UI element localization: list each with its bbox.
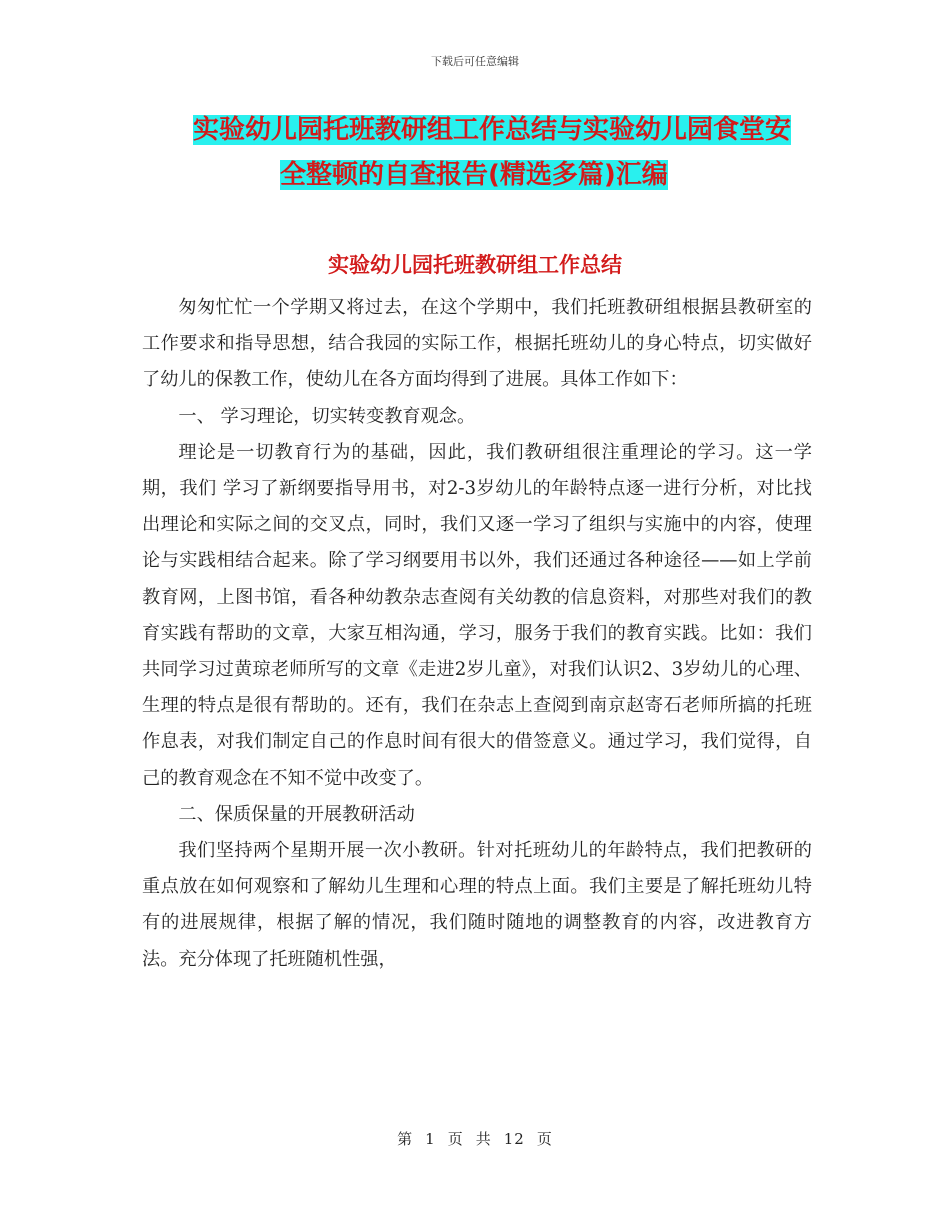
footer-total-prefix: 共 bbox=[475, 1130, 492, 1148]
header-note: 下载后可任意编辑 bbox=[431, 55, 519, 68]
footer-suffix: 页 bbox=[536, 1130, 553, 1148]
section-title: 实验幼儿园托班教研组工作总结 bbox=[328, 253, 622, 277]
title-line-2-text: 全整顿的自查报告(精选多篇)汇编 bbox=[280, 160, 668, 190]
footer-prefix: 第 bbox=[397, 1130, 414, 1148]
page-number: 1 bbox=[425, 1130, 436, 1148]
title-line-1-text: 实验幼儿园托班教研组工作总结与实验幼儿园食堂安 bbox=[193, 115, 792, 145]
document-title-line-1 bbox=[193, 112, 813, 148]
heading-two: 二、保质保量的开展教研活动 bbox=[178, 803, 415, 825]
paragraph-research: 我们坚持两个星期开展一次小教研。针对托班幼儿的年龄特点，我们把教研的重点放在如何观察和了解幼儿生理和心理的特点上面。我们主要是了解托班幼儿特有的进展规律，根据了解的情况，我们随时随地的调整教育的内容，改进教育方法。充分体现了托班随机性强， bbox=[142, 840, 812, 970]
paragraph-theory: 理论是一切教育行为的基础，因此，我们教研组很注重理论的学习。这一学期，我们 学习了新纲要指导用书，对2-3岁幼儿的年龄特点逐一进行分析，对比找出理论和实际之间的交叉点，同时，我们又逐一学习了组织与实施中的内容，使理论与实践相结合起来。除了学习纲要用书以外，我们还通过各种途径——如上学前教育网，上图书馆，看各种幼教杂志查阅有关幼教的信息资料，对那些对我们的教育实践有帮助的文章，大家互相沟通，学习，服务于我们的教育实践。比如：我们共同学习过黄琼老师所写的文章《走进2岁儿童》，对我们认识2、3岁幼儿的心理、生理的特点是很有帮助的。还有，我们在杂志上查阅到南京赵寄石老师所搞的托班作息表，对我们制定自己的作息时间有很大的借签意义。通过学习，我们觉得，自己的教育观念在不知不觉中改变了。 bbox=[142, 441, 812, 789]
paragraph-intro: 匆匆忙忙一个学期又将过去，在这个学期中，我们托班教研组根据县教研室的工作要求和指导思想，结合我园的实际工作，根据托班幼儿的身心特点，切实做好了幼儿的保教工作，使幼儿在各方面均得到了进展。具体工作如下： bbox=[142, 297, 812, 391]
footer-mid: 页 bbox=[447, 1130, 464, 1148]
heading-one: 一、 学习理论，切实转变教育观念。 bbox=[178, 405, 476, 427]
document-body bbox=[142, 290, 812, 978]
page-footer bbox=[0, 1128, 950, 1149]
document-title-line-2 bbox=[280, 157, 900, 193]
page-total: 12 bbox=[503, 1130, 525, 1148]
